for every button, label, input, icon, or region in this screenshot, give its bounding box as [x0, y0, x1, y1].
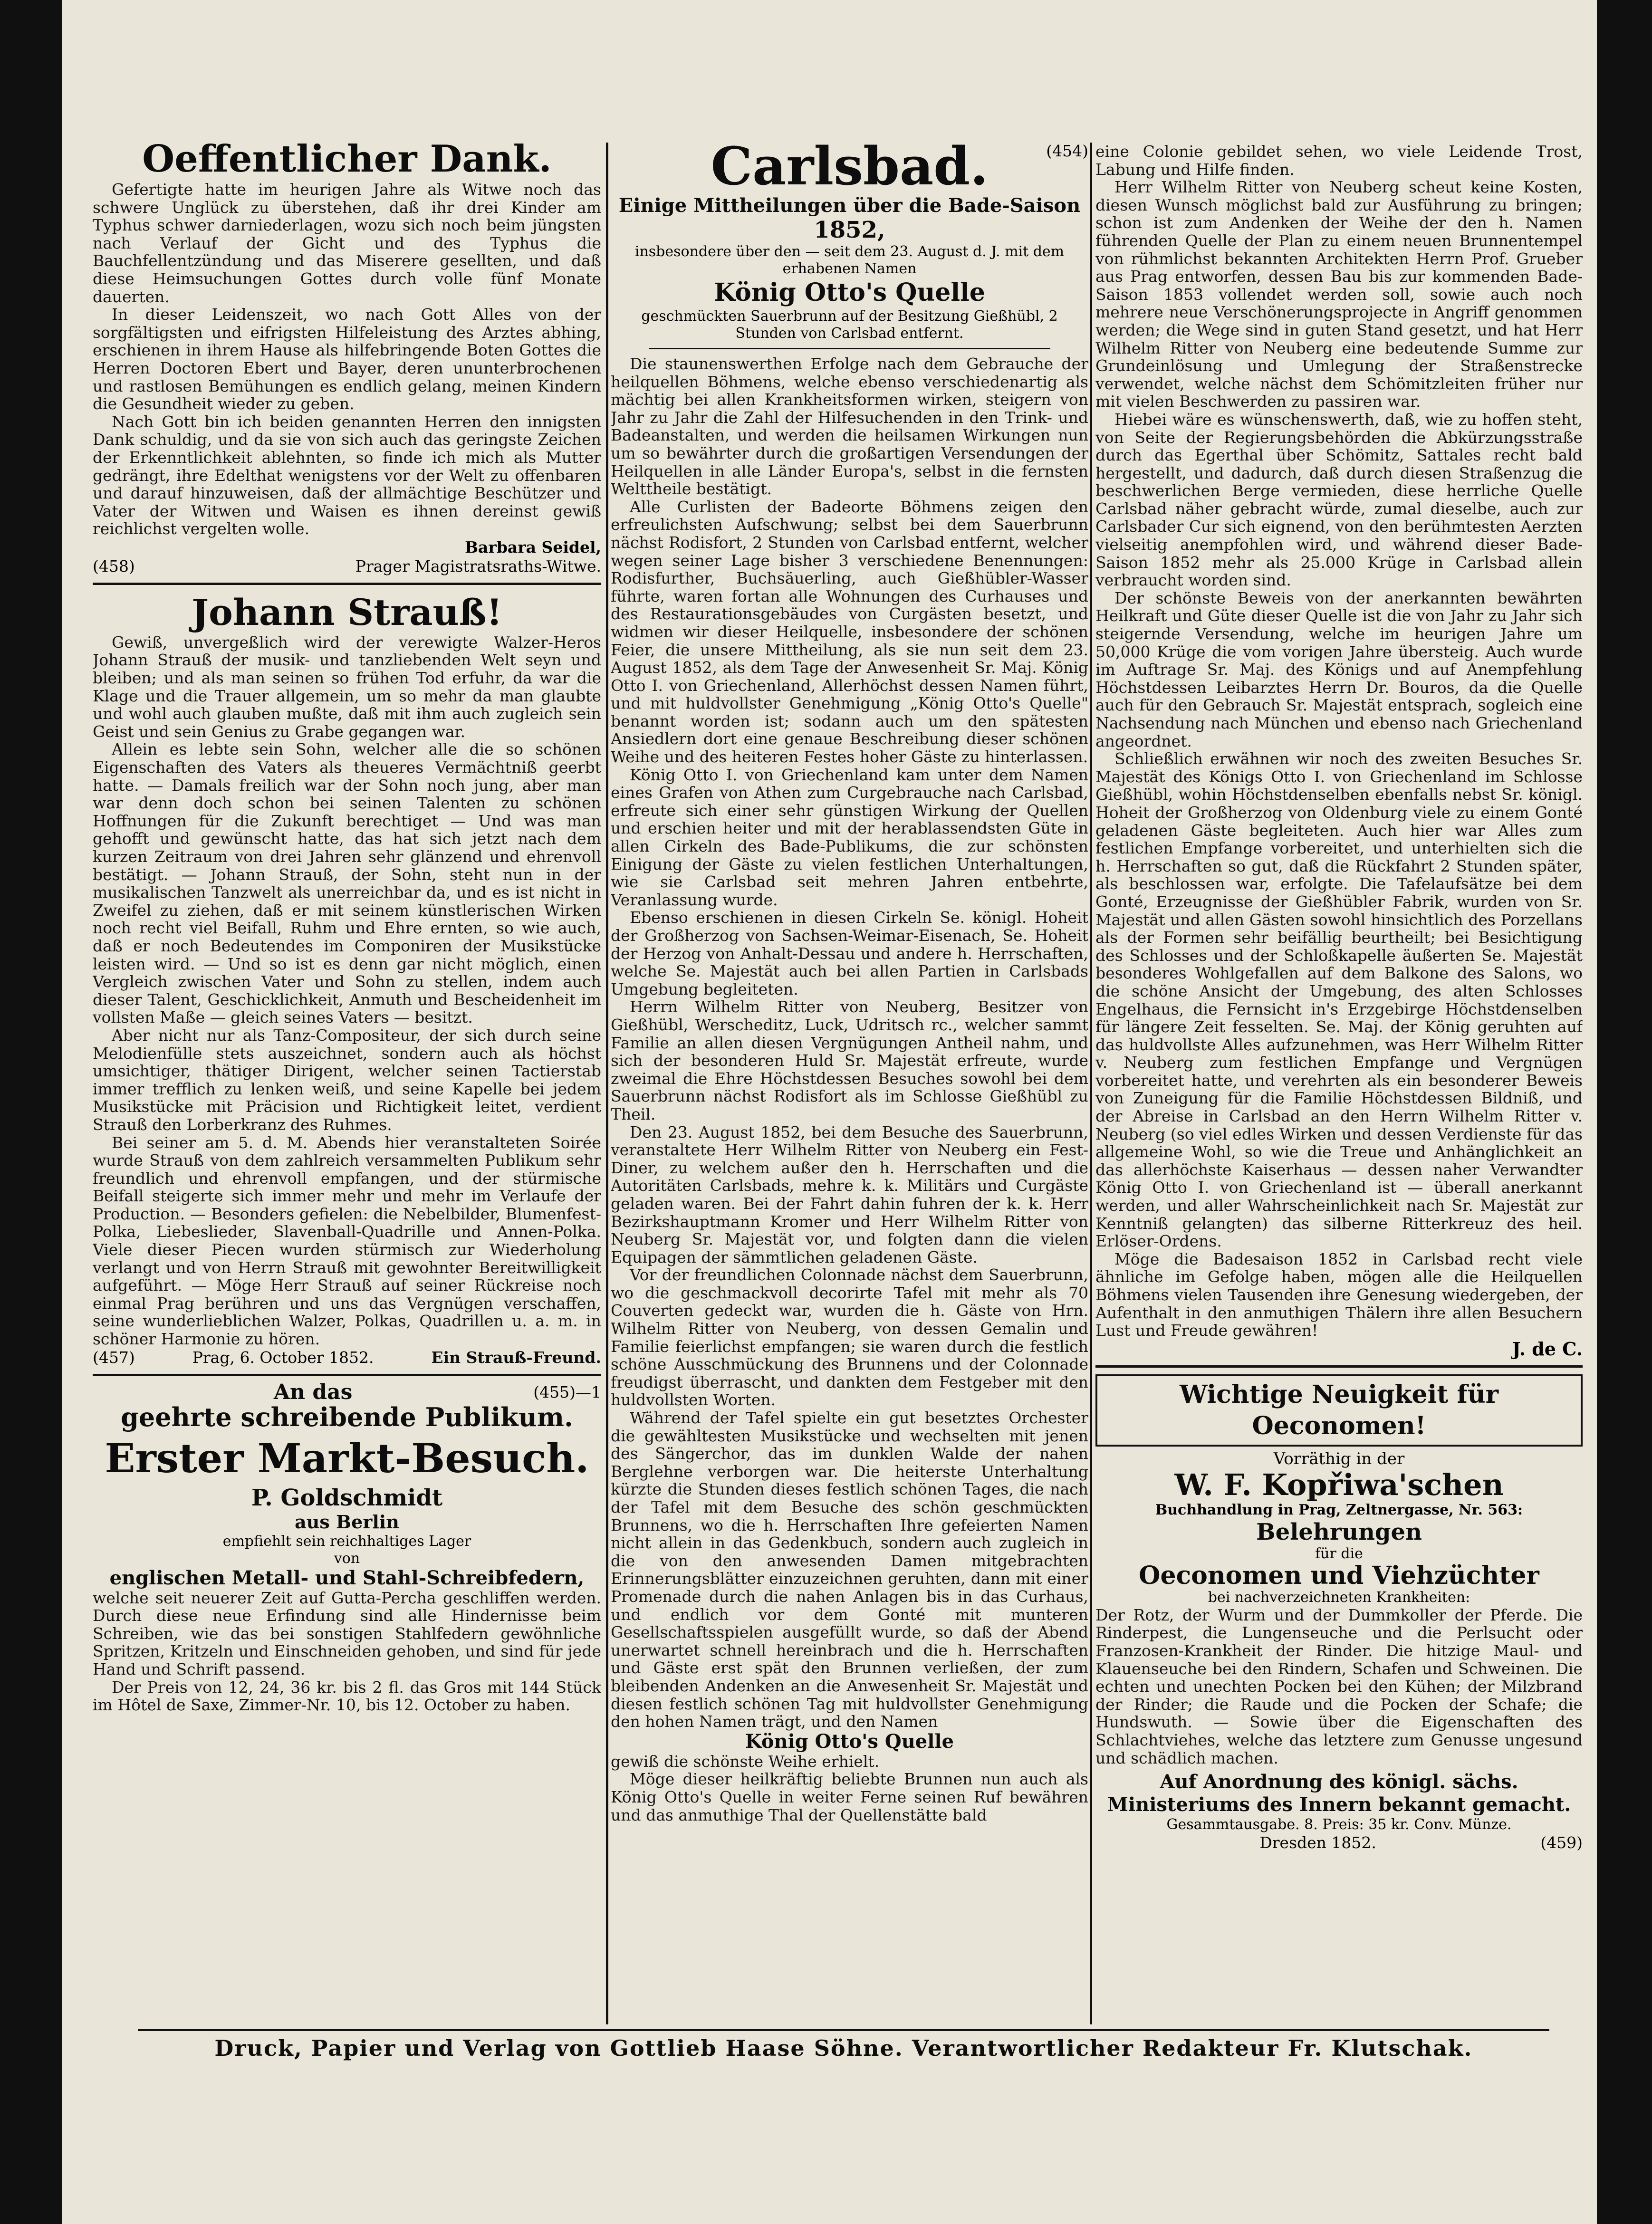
carlsbad-subtitle: Einige Mittheilungen über die Bade-Saison: [618, 194, 1081, 217]
markt-an-das: An das: [273, 1380, 353, 1404]
oeconomen-bei: bei nachverzeichneten Krankheiten:: [1208, 1589, 1470, 1606]
markt-header-row: [93, 1380, 601, 1404]
carlsbad-closing: Möge dieser heilkräftig beliebte Brunnen nun auch als König Otto's Quelle in weiter Ferne seinen Ruf bewähren und das anmuthige Thal der Quellenstätte bald: [611, 1770, 1088, 1824]
strauss-paragraph: Allein es lebte sein Sohn, welcher alle die so schönen Eigenschaften des Vaters als theueres Vermächtniß geerbt hatte. — Damals freilich war der Sohn noch jung, aber man war denn doch schon bei seinen Talenten zu schönen Hoffnungen für die Zukunft berechtiget — Und was man gehofft und gewünscht hatte, das hat sich jetzt nach dem kurzen Zeitraum von drei Jahren sehr glänzend und ehrenvoll bestätigt. — Johann Strauß, der Sohn, steht nun in der musikalischen Tanzwelt als unerreichbar da, und es ist nicht in Zweifel zu ziehen, daß er mit seinem künstlerischen Wirken noch recht viel Beifall, Ruhm und Ehre ernten, so wie auch, daß er noch Bedeutendes im Componiren der Musikstücke leisten wird. — Und so ist es denn gar nicht möglich, einen Vergleich zwischen Vater und Sohn zu stellen, indem auch dieser Talent, Geschicklichkeit, Anmuth und Bescheidenheit im vollsten Maße — gleich seines Vaters — besitzt.: [93, 740, 601, 1027]
column-rule-right: [1090, 143, 1092, 2024]
quelle-title-2: König Otto's Quelle: [745, 1730, 954, 1753]
carlsbad-paragraph: Alle Curlisten der Badeorte Böhmens zeigen den erfreulichsten Aufschwung; selbst bei dem Sauerbrunn nächst Rodisfort, 2 Stunden von Carlsbad entfernt, welcher wegen seiner Lage bisher 3 verschiedene Benennungen: Rodisfurther, Buchsäuerling, auch Gießhübler-Wasser führte, waren fortan alle Wohnungen des Curhauses und des Restaurationsgebäudes von Curgästen besetzt, und widmen wir dieser Heilquelle, insbesondere der schönen Feier, die unsere Mittheilung, als sie nun seit dem 23. August 1852, als dem Tage der Anwesenheit Sr. Maj. König Otto I. von Griechenland, Allerhöchst dessen Namen führt, und mit huldvollster Genehmigung „König Otto's Quelle" benannt worden ist; sodann auch um den spätesten Ansiedlern dort eine genaue Beschreibung dieser schönen Weihe und des heiteren Festes hoher Gäste zu hinterlassen.: [611, 497, 1088, 767]
col3-signature: J. de C.: [1512, 1338, 1583, 1360]
markt-paragraph: Der Preis von 12, 24, 36 kr. bis 2 fl. das Gros mit 144 Stück im Hôtel de Saxe, Zimmer-Nr. 10, bis 12. October zu haben.: [93, 1678, 601, 1715]
col3-paragraph: Der schönste Beweis von der anerkannten bewährten Heilkraft und Güte dieser Quelle ist die von Jahr zu Jahr sich steigernde Versendung, welche im heurigen Jahre um 50,000 Krüge die vom vorigen Jahre übersteig. Auch wurde im Auftrage Sr. Maj. des Königs und auf Anempfehlung Höchstdessen Leibarztes Herrn Dr. Bouros, da die Quelle auch für den Gebrauch Sr. Majestät entsprach, sogleich eine Nachsendung nach München und ebenso nach Griechenland angeordnet.: [1095, 588, 1583, 750]
column-2: [611, 138, 1088, 2167]
carlsbad-paragraph: König Otto I. von Griechenland kam unter dem Namen eines Grafen von Athen zum Curgebrauche nach Carlsbad, erfreute sich einer sehr günstigen Wirkung der Quellen und erschien heiter und mit der herablassendsten Güte in allen Cirkeln des Bade-Publikums, die zur schönsten Einigung der Gäste zu vielen festlichen Unterhaltungen, wie sie Carlsbad seit mehren Jahren entbehrte, Veranlassung wurde.: [611, 765, 1088, 909]
carlsbad-paragraph: Ebenso erschienen in diesen Cirkeln Se. königl. Hoheit der Großherzog von Sachsen-Weimar-Eisenach, Se. Hoheit der Herzog von Anhalt-Dessau und andere h. Herrschaften, welche Se. Majestät auch bei allen Partien in Carlsbads Umgebung begleiteten.: [611, 908, 1088, 998]
column-1: [93, 138, 601, 2167]
carlsbad-title: Carlsbad.: [711, 138, 989, 197]
column-rule-left: [606, 143, 608, 2024]
oeconomen-number: (459): [1540, 1833, 1583, 1852]
oeconomen-footer-row: [1095, 1833, 1583, 1852]
carlsbad-paragraph: Herrn Wilhelm Ritter von Neuberg, Besitzer von Gießhübl, Werscheditz, Luck, Udritsch rc., welcher sammt Familie an allen diesen Vergnügungen Antheil nahm, und sich der besonderen Huld Sr. Majestät erfreute, wurde zweimal die Ehre Höchstdessen Besuches sowohl bei dem Sauerbrunn nächst Rodisfort als im Schlosse Gießhübl zu Theil.: [611, 997, 1088, 1123]
carlsbad-closing-first: gewiß die schönste Weihe erhielt.: [611, 1752, 880, 1771]
markt-publikum: geehrte schreibende Publikum.: [121, 1401, 573, 1432]
dank-paragraph: Gefertigte hatte im heurigen Jahre als Witwe noch das schwere Unglück zu überstehen, daß ihr drei Kinder am Typhus schwer darniederlagen, wozu sich noch beim jüngsten nach Verlauf der Gicht und des Typhus die Bauchfellentzündung und das Miserere gesellten, und daß diese Heimsuchungen Gottes durch volle fünf Monate dauerten.: [93, 180, 601, 306]
dank-footer-row: [93, 557, 601, 576]
carlsbad-intro: insbesondere über den — seit dem 23. August d. J. mit dem erhabenen Namen: [634, 243, 1065, 277]
markt-product: englischen Metall- und Stahl-Schreibfedern,: [109, 1566, 585, 1589]
dank-paragraph: In dieser Leidenszeit, wo nach Gott Alles von der sorgfältigsten und eifrigsten Hilfeleistung des Arztes abhing, erschienen in ihrem Hause als hilfebringende Boten Gottes die Herren Doctoren Ebert und Bayer, deren ununterbrochenen und rastlosen Bemühungen es endlich gelang, meinen Kindern die Gesundheit wieder zu geben.: [93, 305, 601, 413]
oeconomen-title: Wichtige Neuigkeit für Oeconomen!: [1095, 1374, 1583, 1447]
carlsbad-number: (454): [1046, 142, 1088, 160]
carlsbad-year: 1852,: [814, 217, 885, 243]
markt-von: von: [334, 1550, 360, 1567]
divider: [93, 1374, 601, 1376]
strauss-paragraph: Aber nicht nur als Tanz-Compositeur, der sich durch seine Melodienfülle stets auszeichnet, sondern auch als höchst umsichtiger, thätiger Dirigent, welcher seinen Tactierstab immer trefflich zu lenken weiß, und seine Kapelle bei jedem Musikstücke mit Präcision und Richtigkeit leitet, verdient Strauß den Lorberkranz des Ruhmes.: [93, 1026, 601, 1134]
markt-empfiehlt: empfiehlt sein reichhaltiges Lager: [222, 1533, 471, 1550]
markt-aus: aus Berlin: [295, 1511, 399, 1533]
strauss-date: Prag, 6. October 1852.: [192, 1348, 374, 1367]
strauss-signature: Ein Strauß-Freund.: [431, 1348, 601, 1367]
carlsbad-paragraph: Den 23. August 1852, bei dem Besuche des Sauerbrunn, veranstaltete Herr Wilhelm Ritter von Neuberg ein Fest-Diner, zu welchem außer den h. Herrschaften und die Autoritäten Carlsbads, mehre k. k. Militärs und Curgäste geladen waren. Bei der Fahrt dahin fuhren der k. k. Herr Bezirkshauptmann Kromer und Herr Wilhelm Ritter von Neuberg Sr. Majestät vor, und folgten dann die vielen Equipagen der sämmtlichen geladenen Gäste.: [611, 1122, 1088, 1266]
markt-number: (455)—1: [533, 1382, 601, 1401]
dank-number: (458): [93, 556, 135, 575]
dank-signature: Barbara Seidel,: [465, 537, 601, 556]
dank-paragraph: Nach Gott bin ich beiden genannten Herren den innigsten Dank schuldig, und da sie von sich auch das geringste Zeichen der Erkenntlichkeit ablehnten, so finde ich mich als Mutter gedrängt, ihre Edelthat wenigstens vor der Welt zu offenbaren und darauf hinzuweisen, daß der allmächtige Beschützer und Vater der Witwen und Waisen es ihnen dereinst gewiß reichlichst vergelten wolle.: [93, 412, 601, 538]
carlsbad-paragraph: Während der Tafel spielte ein gut besetztes Orchester die gewähltesten Musikstücke und wechselten mit jenen des Sängerchor, das im dunklen Walde der nahen Berglehne verborgen war. Die heiterste Unterhaltung kürzte die Stunden dieses festlich schönen Tages, die nach der Tafel mit dem Besuche des schön geschmückten Brunnens, wo die h. Herrschaften Ihre gefeierten Namen nicht allein in das Gedenkbuch, sondern auch zugleich in die von den anwesenden Damen mitgebrachten Erinnerungsblätter einzuzeichnen geruhten, dann mit einer Promenade durch die nahen Anlagen bis in das Curhaus, und endlich vor dem Gonté mit munteren Gesellschaftsspielen ausgefüllt wurde, so daß der Abend unerwartet schnell hereinbrach und die h. Herrschaften und Gäste erst spät den Brunnen verließen, der zum bleibenden Andenken an die Anwesenheit Sr. Majestät und diesen festlich schönen Tag mit huldvollster Genehmigung den hohen Namen trägt, und den Namen: [611, 1409, 1088, 1731]
oeconomen-dresden: Dresden 1852.: [1259, 1833, 1376, 1852]
col3-paragraph: Möge die Badesaison 1852 in Carlsbad recht viele ähnliche im Gefolge haben, mögen alle die Heilquellen Böhmens vielen Tausenden ihre Genesung wiedergeben, der Aufenthalt in den anmuthigen Thälern ihre allen Besuchern Lust und Freude gewähren!: [1095, 1249, 1583, 1340]
dank-signature-sub: Prager Magistratsraths-Witwe.: [355, 556, 601, 575]
carlsbad-paragraph: Vor der freundlichen Colonnade nächst dem Sauerbrunn, wo die geschmackvoll decorirte Tafel mit mehr als 70 Couverten gedeckt war, wurden die h. Gäste von Hrn. Wilhelm Ritter von Neuberg, von dessen Gemalin und Familie feierlichst empfangen; sie waren durch die festlich schöne Ausschmückung des Brunnens und der Colonnade freudigst überrascht, und dankten dem Festgeber mit den huldvollsten Worten.: [611, 1265, 1088, 1409]
oeconomen-belehrungen: Belehrungen: [1256, 1518, 1422, 1545]
oeconomen-gesammt: Gesammtausgabe. 8. Preis: 35 kr. Conv. Münze.: [1166, 1816, 1512, 1833]
oeconomen-subtitle: Oeconomen und Viehzüchter: [1139, 1561, 1539, 1590]
oeconomen-anordnung: Auf Anordnung des königl. sächs. Ministeriums des Innern bekannt gemacht.: [1107, 1771, 1571, 1816]
quelle-subtitle: geschmückten Sauerbrunn auf der Besitzung Gießhübl, 2 Stunden von Carlsbad entfernt.: [641, 308, 1058, 342]
markt-name: P. Goldschmidt: [251, 1484, 443, 1511]
divider: [93, 583, 601, 585]
strauss-title: Johann Strauß!: [192, 591, 502, 633]
strauss-number: (457): [93, 1348, 135, 1367]
oeconomen-list: Der Rotz, der Wurm und der Dummkoller der Pferde. Die Rinderpest, die Lungenseuche und die Perlsucht oder Franzosen-Krankheit der Rinder. Die hitzige Maul- und Klauenseuche bei den Rindern, Schafen und Schweinen. Die echten und unechten Pocken bei den Kühen; der Milzbrand der Rinder; die Raude und die Pocken der Schafe; die Hundswuth. — Sowie über die Eigenschaften des Schlachtviehes, welche das letztere zum Genusse ungesund und schädlich machen.: [1095, 1605, 1583, 1767]
oeconomen-firm: W. F. Kopřiwa'schen: [1174, 1467, 1504, 1502]
imprint-footer: Druck, Papier und Verlag von Gottlieb Haase Söhne. Verantwortlicher Redakteur Fr. Klutschak.: [214, 2035, 1473, 2061]
oeconomen-vorraethig: Vorräthig in der: [1273, 1449, 1405, 1468]
divider: [1095, 1365, 1583, 1368]
footer-rule: [138, 2029, 1549, 2031]
column-3: [1095, 143, 1583, 2172]
markt-paragraph: welche seit neuerer Zeit auf Gutta-Percha geschliffen werden. Durch diese neue Erfindung sind alle Hindernisse beim Schreiben, wie das bei sonstigen Stahlfedern gewöhnliche Spritzen, Kritzeln und Einschneiden gehoben, und sind für jede Hand und Schrift passend.: [93, 1588, 601, 1678]
dank-title: Oeffentlicher Dank.: [142, 138, 552, 181]
carlsbad-paragraph: Die staunenswerthen Erfolge nach dem Gebrauche der heilquellen Böhmens, welche ebenso verschiedenartig als mächtig bei allen Krankheitsformen wirken, steigern von Jahr zu Jahr die Zahl der Hilfesuchenden in den Trink- und Badeanstalten, und werden die heilsamen Wirkungen nun um so bewährter durch die großartigen Versendungen der Heilquellen in alle Länder Europa's, selbst in die fernsten Welttheile bestätigt.: [611, 355, 1088, 498]
quelle-title: König Otto's Quelle: [714, 278, 985, 307]
markt-title: Erster Markt-Besuch.: [105, 1434, 589, 1482]
strauss-paragraph: Gewiß, unvergeßlich wird der verewigte Walzer-Heros Johann Strauß der musik- und tanzliebenden Welt seyn und bleiben; und als man seinen so frühen Tod erfuhr, da war die Klage und die Trauer allgemein, um so mehr da man glaubte und wohl auch glauben mußte, daß mit ihm auch zugleich sein Geist und sein Genius zu Grabe gegangen war.: [93, 633, 601, 741]
col3-paragraph: Herr Wilhelm Ritter von Neuberg scheut keine Kosten, diesen Wunsch möglichst bald zur Ausführung zu bringen; schon ist zum Andenken der Weihe der den h. Namen führenden Quelle der Plan zu einem neuen Brunnentempel von rühmlichst bekannten Architekten Herrn Prof. Grueber aus Prag entworfen, dessen Bau bis zur kommenden Bade-Saison 1853 vollendet werden soll, sowie auch noch mehrere neue Verschönerungsprojecte in Angriff genommen werden; die Wege sind in guten Stand gesetzt, und hat Herr Wilhelm Ritter von Neuberg eine bedeutende Summe zur Grundeinlösung und Umlegung der Straßenstrecke verwendet, welche nächst dem Schömitzleiten früher nur mit vielen Beschwerden zu passiren war.: [1095, 178, 1583, 411]
col3-paragraph: Schließlich erwähnen wir noch des zweiten Besuches Sr. Majestät des Königs Otto I. von Griechenland im Schlosse Gießhübl, wohin Höchstdenselben ebenfalls nebst Sr. königl. Hoheit der Großherzog von Oldenburg viele zu einem Gonté geladenen Gäste begleiteten. Auch hier war Alles zum festlichen Empfange vorbereitet, und unterhielten sich die h. Herrschaften so gut, daß die Rückfahrt 2 Stunden später, als beschlossen war, erfolgte. Die Tafelaufsätze bei dem Gonté, Erzeugnisse der Gießhübler Fabrik, wurden von Sr. Majestät und allen Gästen sowohl hinsichtlich des Porzellans als der Formen sehr beifällig beurtheilt; bei Besichtigung des Schlosses und der Schloßkapelle äußerten Se. Majestät besonderes Wohlgefallen auf dem Balkone des Salons, wo die schöne Ansicht der Umgebung, des alten Schlosses Engelhaus, die Fernsicht in's Erzgebirge Höchstdenselben für längere Zeit fesselten. Se. Maj. der König geruhten auf das huldvollste Alles aufzunehmen, was Herr Wilhelm Ritter v. Neuberg zum festlichen Empfange und Vergnügen vorbereitet hatte, und verehrten als ein besonderer Beweis von Zuneigung für die Familie Höchstdessen Bildniß, und der Abreise in Carlsbad an den Herrn Wilhelm Ritter v. Neuberg (so viel edles Wirken und dessen Verdienste für das allgemeine Wohl, so wie die Treue und Anhänglichkeit an das allerhöchste Kaiserhaus — dessen naher Verwandter König Otto I. von Griechenland ist — überall anerkannt werden, und aller Wahrscheinlichkeit nach Sr. Majestät zur Kenntniß gelangten) das silberne Ritterkreuz des heil. Erlöser-Ordens.: [1095, 749, 1583, 1251]
col3-paragraph: eine Colonie gebildet sehen, wo viele Leidende Trost, Labung und Hilfe finden.: [1095, 143, 1583, 179]
oeconomen-address: Buchhandlung in Prag, Zeltnergasse, Nr. 563:: [1155, 1501, 1523, 1518]
divider: [649, 348, 1050, 349]
col3-paragraph: Hiebei wäre es wünschenswerth, daß, wie zu hoffen steht, von Seite der Regierungsbehörden die Abkürzungsstraße durch das Egerthal über Schömitz, Sattales recht bald hergestellt, und dadurch, daß durch diesen Straßenzug die beschwerlichen Berge vermieden, diese herrliche Quelle Carlsbad näher gebracht würde, zumal dieselbe, auch zur Carlsbader Cur sich eignend, von den berühmtesten Aerzten vielseitig anempfohlen wird, und während dieser Bade-Saison 1852 mehr als 25.000 Krüge in Carlsbad allein verbraucht worden sind.: [1095, 410, 1583, 590]
strauss-paragraph: Bei seiner am 5. d. M. Abends hier veranstalteten Soirée wurde Strauß von dem zahlreich versammelten Publikum sehr freundlich und ehrenvoll empfangen, und der stürmische Beifall steigerte sich immer mehr und mehr im Verlaufe der Production. — Besonders gefielen: die Nebelbilder, Blumenfest-Polka, Liebeslieder, Slavenball-Quadrille und Annen-Polka. Viele dieser Piecen wurden stürmisch zur Wiederholung verlangt und von Herrn Strauß mit gewohnter Bereitwilligkeit aufgeführt. — Möge Herr Strauß auf seiner Rückreise noch einmal Prag berühren und uns das Vergnügen verschaffen, seine wunderlieblichen Walzer, Polkas, Quadrillen u. a. m. in schöner Harmonie zu hören.: [93, 1133, 601, 1349]
strauss-footer-row: [93, 1348, 601, 1367]
oeconomen-fuer-die: für die: [1315, 1545, 1363, 1562]
